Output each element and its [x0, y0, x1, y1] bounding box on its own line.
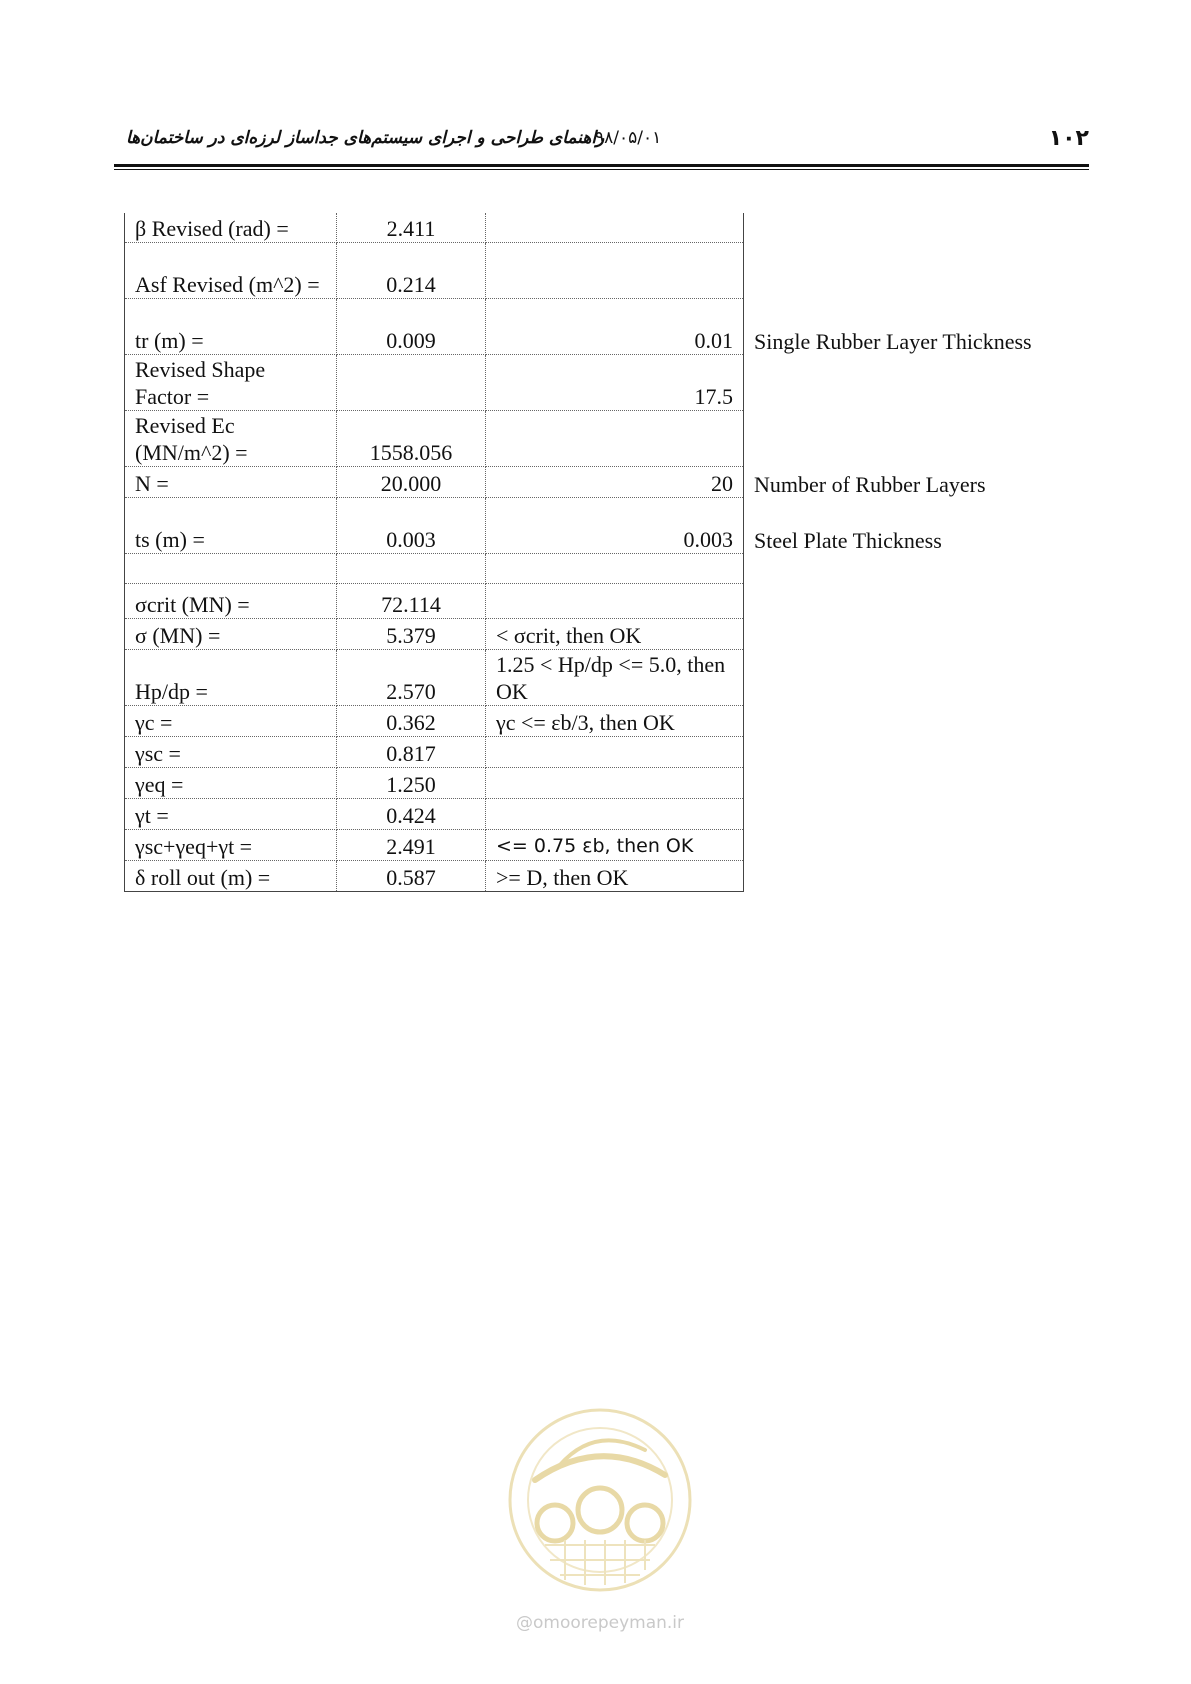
row-value: 2.411	[337, 213, 486, 243]
row-note	[744, 799, 1065, 830]
row-label: δ roll out (m) =	[125, 861, 337, 892]
table-row	[125, 299, 1065, 355]
table-row	[125, 411, 1065, 467]
table-row	[125, 619, 1065, 650]
row-label: γt =	[125, 799, 337, 830]
row-value: 0.424	[337, 799, 486, 830]
row-note	[744, 706, 1065, 737]
table-row	[125, 554, 1065, 584]
row-input: γc <= εb/3, then OK	[486, 706, 744, 737]
row-note	[744, 213, 1065, 243]
row-input	[486, 554, 744, 584]
table-row	[125, 355, 1065, 411]
row-input	[486, 799, 744, 830]
watermark-logo	[505, 1405, 695, 1595]
row-value: 0.003	[337, 498, 486, 554]
header-rule-thick	[114, 164, 1089, 167]
table-row	[125, 213, 1065, 243]
table-row	[125, 830, 1065, 861]
row-note	[744, 650, 1065, 706]
table-row	[125, 650, 1065, 706]
row-note	[744, 768, 1065, 799]
row-input: 1.25 < Hp/dp <= 5.0, then OK	[486, 650, 744, 706]
row-value: 0.817	[337, 737, 486, 768]
row-input: 20	[486, 467, 744, 498]
row-value: 1558.056	[337, 411, 486, 467]
row-note	[744, 830, 1065, 861]
row-value: 0.587	[337, 861, 486, 892]
row-label: Asf Revised (m^2) =	[125, 243, 337, 299]
table-row	[125, 243, 1065, 299]
table-row	[125, 706, 1065, 737]
row-value: 0.009	[337, 299, 486, 355]
row-value: 2.491	[337, 830, 486, 861]
row-value	[337, 554, 486, 584]
table-row	[125, 799, 1065, 830]
page-number: ۱۰۲	[1048, 126, 1089, 151]
row-note	[744, 737, 1065, 768]
row-note	[744, 355, 1065, 411]
row-note	[744, 243, 1065, 299]
row-value: 20.000	[337, 467, 486, 498]
row-note	[744, 584, 1065, 619]
row-input: <= 0.75 εb, then OK	[486, 830, 744, 861]
row-label: tr (m) =	[125, 299, 337, 355]
table-row	[125, 768, 1065, 799]
table-row	[125, 861, 1065, 892]
row-input: >= D, then OK	[486, 861, 744, 892]
row-value: 72.114	[337, 584, 486, 619]
row-label: Hp/dp =	[125, 650, 337, 706]
isolator-calculation-table	[124, 213, 1065, 892]
row-input	[486, 213, 744, 243]
row-input	[486, 737, 744, 768]
row-input	[486, 411, 744, 467]
row-value	[337, 355, 486, 411]
row-label: Revised Shape Factor =	[125, 355, 337, 411]
row-value: 0.362	[337, 706, 486, 737]
row-label: γsc =	[125, 737, 337, 768]
row-value: 5.379	[337, 619, 486, 650]
row-input: < σcrit, then OK	[486, 619, 744, 650]
table-row	[125, 584, 1065, 619]
page-header	[114, 126, 1089, 160]
row-label: σ (MN) =	[125, 619, 337, 650]
row-label	[125, 554, 337, 584]
row-label: γeq =	[125, 768, 337, 799]
row-input: 0.01	[486, 299, 744, 355]
row-value: 0.214	[337, 243, 486, 299]
row-note	[744, 619, 1065, 650]
table-row	[125, 467, 1065, 498]
row-input	[486, 768, 744, 799]
header-date: ۹۸/۰۵/۰۱	[595, 128, 662, 148]
row-note: Single Rubber Layer Thickness	[754, 328, 1032, 354]
header-title: راهنمای طراحی و اجرای سیستم‌های جداساز لرزه‌ای در ساختمان‌ها	[126, 128, 605, 148]
row-value: 1.250	[337, 768, 486, 799]
row-note	[744, 861, 1065, 892]
row-label: Revised Ec (MN/m^2) =	[125, 411, 337, 467]
row-note	[744, 554, 1065, 584]
table-row	[125, 737, 1065, 768]
header-rule-thin	[114, 169, 1089, 170]
row-input: 17.5	[486, 355, 744, 411]
table-row	[125, 498, 1065, 554]
row-input: 0.003	[486, 498, 744, 554]
row-label: γsc+γeq+γt =	[125, 830, 337, 861]
row-note: Number of Rubber Layers	[754, 471, 986, 497]
row-label: σcrit (MN) =	[125, 584, 337, 619]
row-note: Steel Plate Thickness	[754, 527, 942, 553]
row-label: β Revised (rad) =	[125, 213, 337, 243]
row-label: ts (m) =	[125, 498, 337, 554]
row-input	[486, 243, 744, 299]
row-label: γc =	[125, 706, 337, 737]
row-label: N =	[125, 467, 337, 498]
row-note	[744, 411, 1065, 467]
row-value: 2.570	[337, 650, 486, 706]
watermark-site: @omoorepeyman.ir	[515, 1613, 685, 1633]
row-input	[486, 584, 744, 619]
